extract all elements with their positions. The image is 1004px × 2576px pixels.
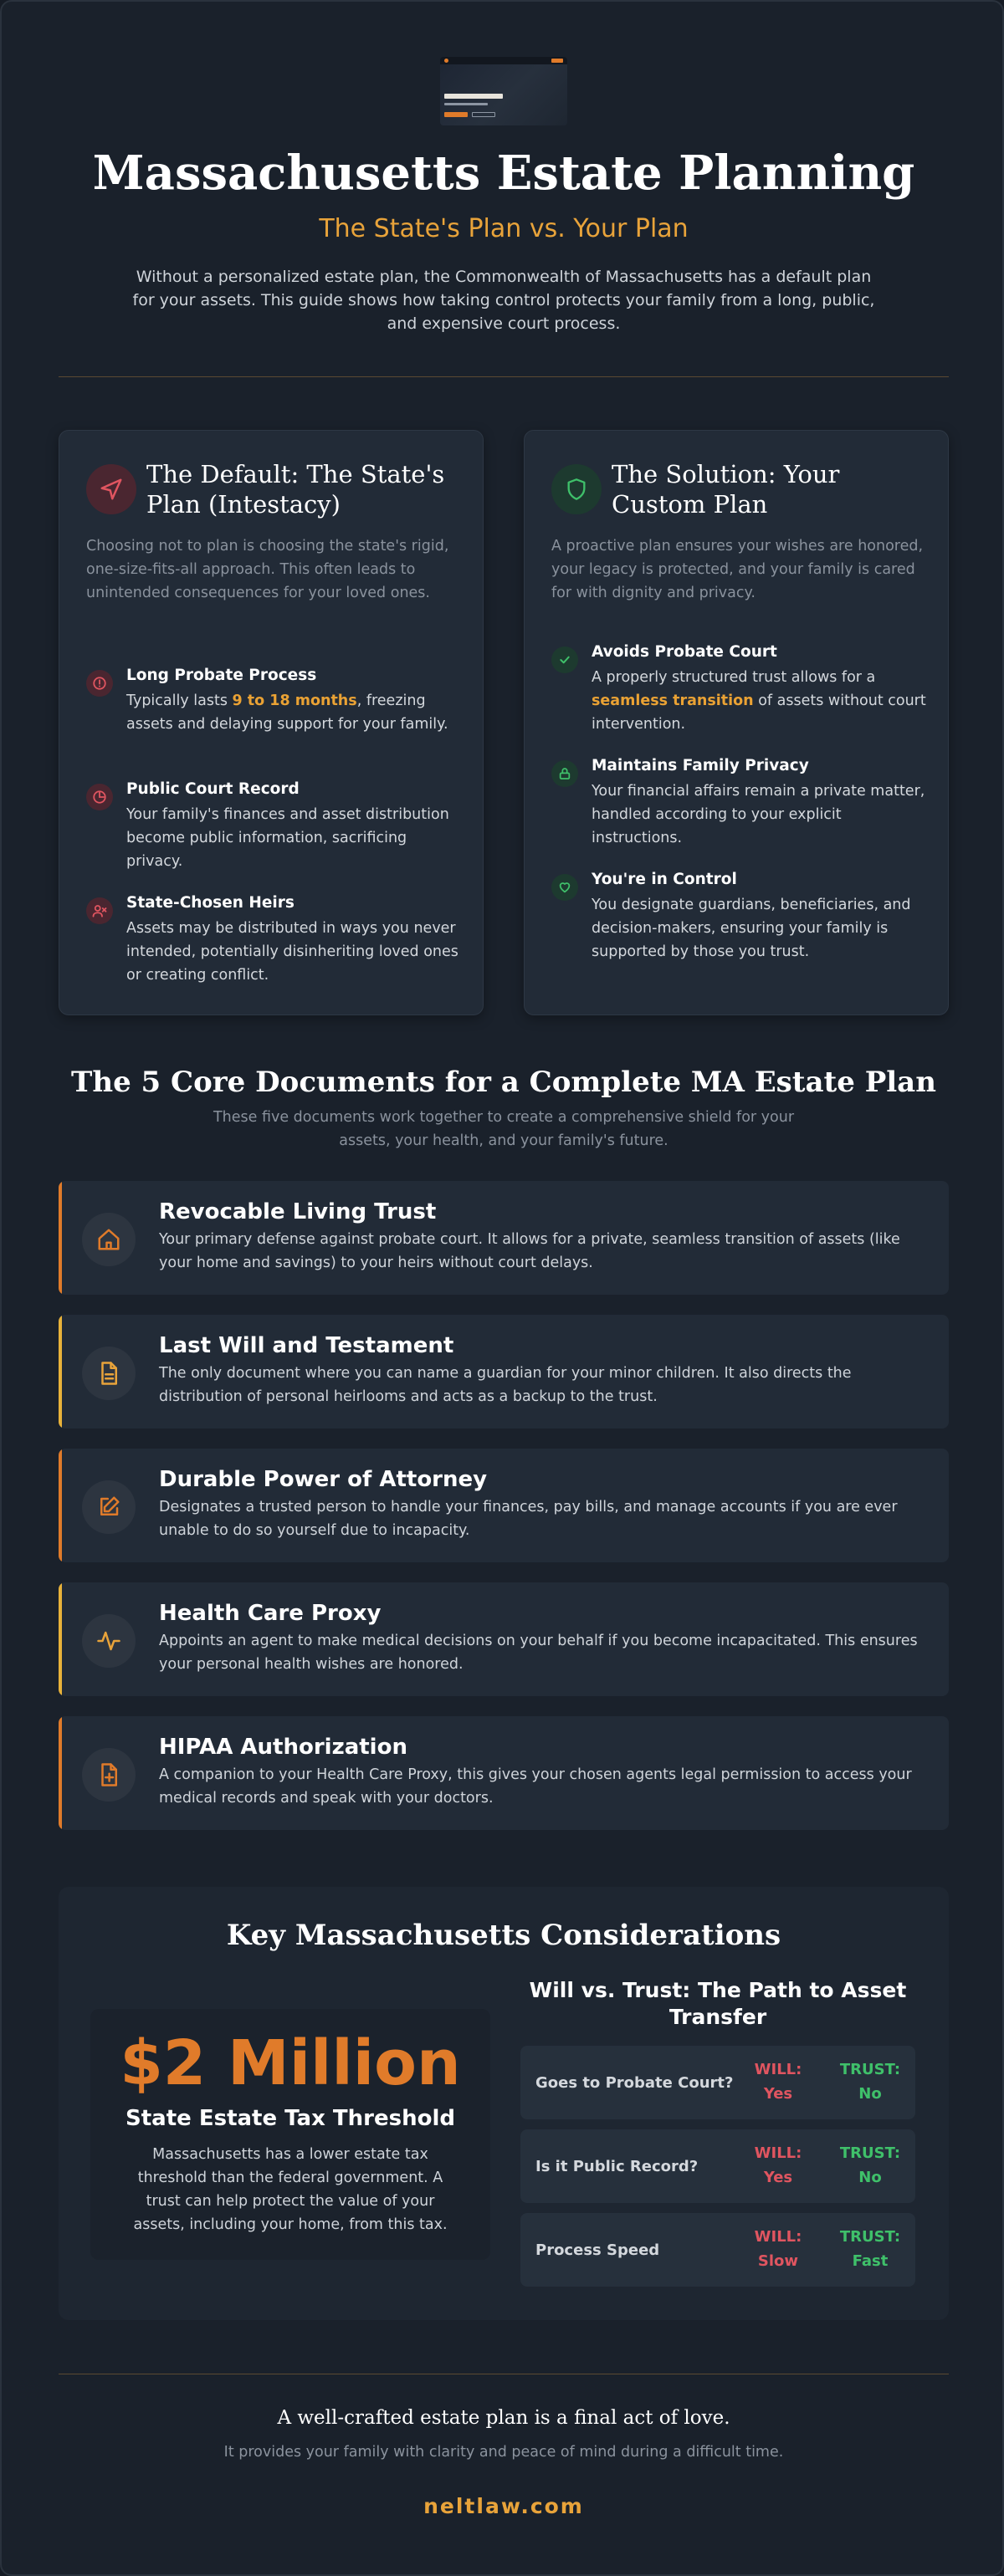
document-title: HIPAA Authorization	[159, 1735, 407, 1760]
lock-icon	[551, 760, 578, 787]
feature-text: Your financial affairs remain a private matter, handled according to your explicit instructions.	[592, 783, 925, 846]
comparison-row	[520, 2213, 915, 2287]
website-preview-thumbnail	[440, 57, 567, 125]
custom-plan-card	[524, 430, 949, 1015]
comparison-title: Will vs. Trust: The Path to Asset Transfer	[529, 1978, 907, 2029]
comparison-question: Process Speed	[535, 2241, 660, 2259]
document-item	[59, 1449, 949, 1562]
trust-value: TRUST: Fast	[839, 2228, 901, 2270]
document-text: The only document where you can name a guardian for your minor children. It also directs the distribution of personal heirlooms and acts as a backup to the trust.	[159, 1365, 852, 1405]
document-text: A companion to your Health Care Proxy, this gives your chosen agents legal permission to access your medical records and speak with your doctors.	[159, 1766, 912, 1807]
card-description: Choosing not to plan is choosing the state's rigid, one-size-fits-all approach. This often leads to unintended consequences for your loved ones.	[86, 538, 449, 601]
will-value: WILL: Yes	[754, 2061, 802, 2103]
will-value: WILL: Yes	[754, 2144, 802, 2186]
feature-text: Assets may be distributed in ways you never intended, potentially disinheriting loved ones or creating conflict.	[126, 920, 458, 984]
tax-label: State Estate Tax Threshold	[126, 2106, 455, 2131]
tax-threshold-box	[90, 2009, 490, 2260]
send-icon	[86, 464, 136, 514]
document-item	[59, 1315, 949, 1429]
document-text: Your primary defense against probate court. It allows for a private, seamless transition of assets (like your home and savings) to your heirs without court delays.	[159, 1231, 900, 1271]
website-link[interactable]: neltlaw.com	[423, 2494, 584, 2518]
considerations-title: Key Massachusetts Considerations	[226, 1919, 781, 1952]
page-subtitle: The State's Plan vs. Your Plan	[319, 214, 689, 243]
documents-section-title: The 5 Core Documents for a Complete MA Estate Plan	[71, 1066, 936, 1099]
clock-icon	[86, 784, 113, 810]
comparison-question: Goes to Probate Court?	[535, 2073, 734, 2092]
edit-icon	[82, 1480, 136, 1534]
feature-text: A properly structured trust allows for a seamless transition of assets without court intervention.	[592, 669, 926, 733]
considerations-panel	[59, 1887, 949, 2320]
document-title: Durable Power of Attorney	[159, 1467, 488, 1492]
card-title: The Solution: Your Custom Plan	[612, 460, 840, 519]
documents-section-subtitle: These five documents work together to create a comprehensive shield for your assets, your health, and your family's future.	[213, 1109, 795, 1149]
document-item	[59, 1181, 949, 1295]
card-description: A proactive plan ensures your wishes are honored, your legacy is protected, and your family is cared for with dignity and privacy.	[551, 538, 924, 601]
will-value: WILL: Slow	[754, 2228, 802, 2270]
page-title: Massachusetts Estate Planning	[92, 146, 915, 201]
comparison-question: Is it Public Record?	[535, 2157, 699, 2175]
highlight-text: seamless transition	[592, 693, 754, 709]
file-plus-icon	[82, 1748, 136, 1802]
feature-title: State-Chosen Heirs	[126, 894, 295, 912]
footer-title: A well-crafted estate plan is a final act of love.	[277, 2407, 730, 2429]
feature-text: Your family's finances and asset distribution become public information, sacrificing privacy.	[126, 806, 449, 870]
heart-icon	[551, 874, 578, 901]
pulse-icon	[82, 1614, 136, 1668]
tax-amount: $2 Million	[120, 2027, 461, 2099]
document-title: Revocable Living Trust	[159, 1199, 437, 1224]
feature-title: You're in Control	[592, 871, 737, 888]
document-text: Designates a trusted person to handle your finances, pay bills, and manage accounts if you are ever unable to do so yourself due to incapacity.	[159, 1499, 898, 1539]
check-icon	[551, 647, 578, 673]
document-icon	[82, 1347, 136, 1400]
divider	[59, 376, 949, 377]
feature-text: You designate guardians, beneficiaries, and decision-makers, ensuring your family is supported by those you trust.	[592, 897, 911, 960]
feature-title: Maintains Family Privacy	[592, 757, 809, 774]
trust-value: TRUST: No	[839, 2144, 901, 2186]
trust-value: TRUST: No	[839, 2061, 901, 2103]
document-item	[59, 1582, 949, 1696]
home-icon	[82, 1213, 136, 1266]
user-x-icon	[86, 897, 113, 924]
feature-title: Avoids Probate Court	[592, 643, 777, 661]
alert-icon	[86, 670, 113, 697]
document-item	[59, 1716, 949, 1830]
feature-title: Public Court Record	[126, 780, 300, 798]
comparison-row	[520, 2129, 915, 2203]
footer-subtitle: It provides your family with clarity and peace of mind during a difficult time.	[223, 2444, 784, 2461]
shield-icon	[551, 464, 602, 514]
card-title: The Default: The State's Plan (Intestacy)	[146, 460, 445, 519]
highlight-text: 9 to 18 months	[232, 693, 357, 709]
feature-title: Long Probate Process	[126, 667, 317, 684]
document-title: Last Will and Testament	[159, 1333, 454, 1358]
intro-text: Without a personalized estate plan, the Commonwealth of Massachusetts has a default plan for your assets. This guide shows how taking control protects your family from a long, public, and expensive court process.	[132, 268, 875, 333]
default-plan-card	[59, 430, 484, 1015]
document-title: Health Care Proxy	[159, 1601, 382, 1626]
document-text: Appoints an agent to make medical decisions on your behalf if you become incapacitated. This ensures your personal health wishes are honored.	[159, 1633, 918, 1673]
tax-text: Massachusetts has a lower estate tax threshold than the federal government. A trust can help protect the value of your assets, including your home, from this tax.	[133, 2146, 448, 2233]
comparison-row	[520, 2046, 915, 2119]
feature-text: Typically lasts 9 to 18 months, freezing assets and delaying support for your family.	[126, 693, 448, 733]
